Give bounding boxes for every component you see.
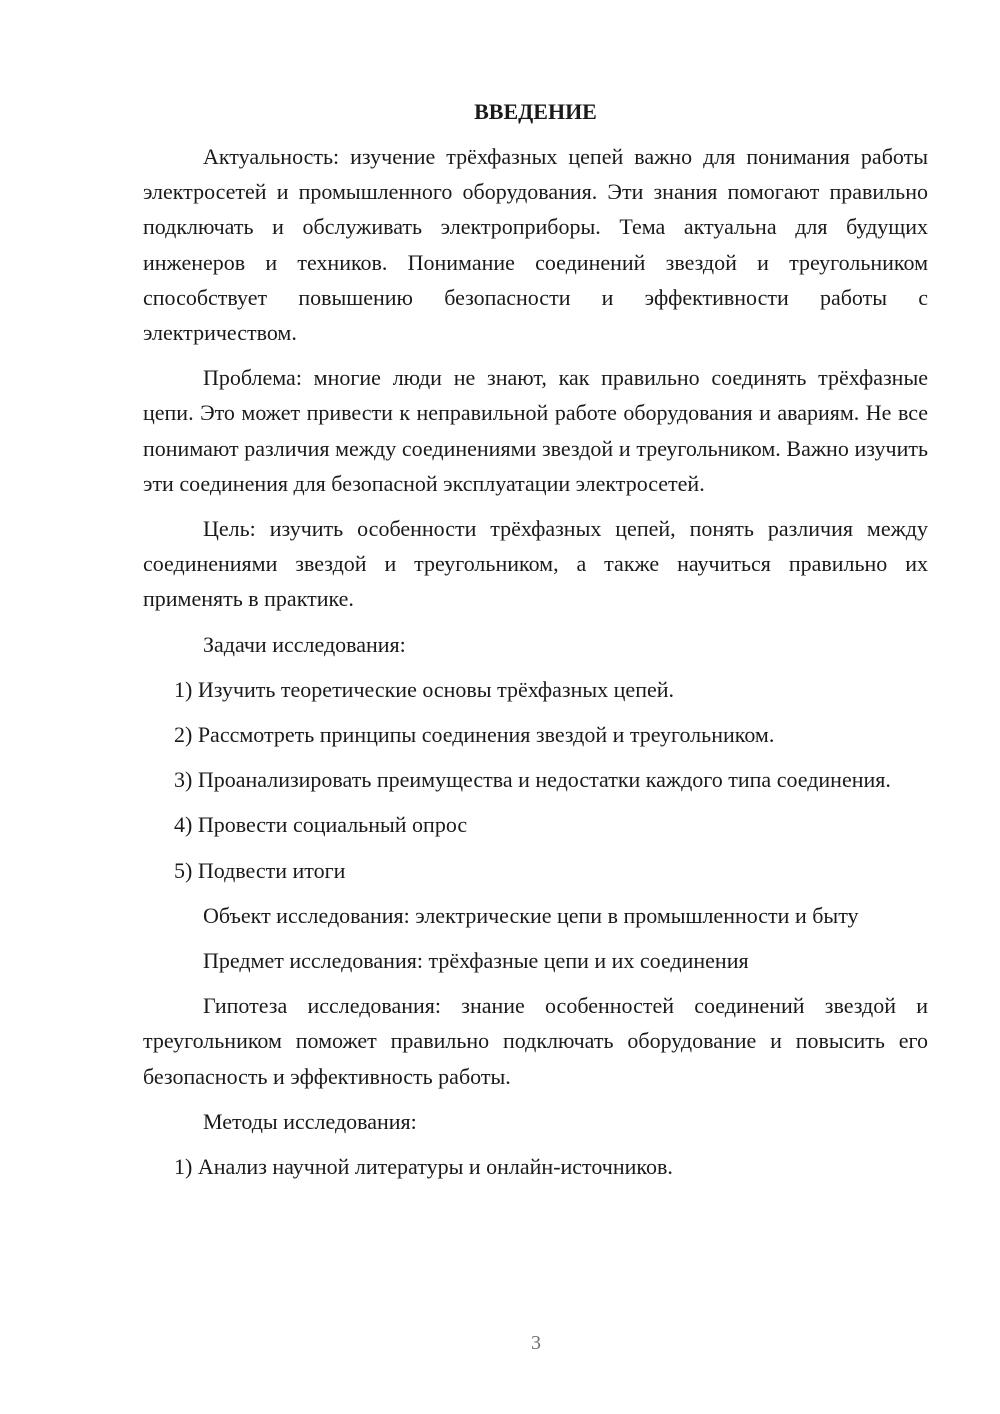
tasks-heading: Задачи исследования:: [203, 631, 406, 657]
hypothesis-paragraph: Гипотеза исследования: знание особенностей соединений звездой и треугольником поможет правильно подключать оборудование и повысить его безопасность и эффективность работы.: [143, 993, 928, 1089]
subject-paragraph: Предмет исследования: трёхфазные цепи и их соединения: [203, 948, 749, 974]
task-item: 2) Рассмотреть принципы соединения звездой и треугольником.: [174, 722, 775, 748]
methods-heading: Методы исследования:: [203, 1108, 417, 1134]
task-item: 4) Провести социальный опрос: [174, 812, 468, 838]
object-paragraph: Объект исследования: электрические цепи в промышленности и быту: [203, 902, 859, 928]
task-item: 1) Изучить теоретические основы трёхфазных цепей.: [174, 676, 675, 702]
page-content: [143, 94, 928, 1194]
task-item: 5) Подвести итоги: [174, 857, 346, 883]
problem-paragraph: Проблема: многие люди не знают, как правильно соединять трёхфазные цепи. Это может привести к неправильной работе оборудования и авариям. Не все понимают различия между соединениями звездой и треугольником. Важно изучить эти соединения для безопасной эксплуатации электросетей.: [143, 365, 928, 496]
task-item: 3) Проанализировать преимущества и недостатки каждого типа соединения.: [174, 767, 891, 793]
goal-paragraph: Цель: изучить особенности трёхфазных цепей, понять различия между соединениями звездой и треугольником, а также научиться правильно их применять в практике.: [143, 516, 928, 612]
section-title: ВВЕДЕНИЕ: [474, 99, 597, 124]
method-item: 1) Анализ научной литературы и онлайн-источников.: [174, 1154, 673, 1180]
relevance-paragraph: Актуальность: изучение трёхфазных цепей важно для понимания работы электросетей и промышленного оборудования. Эти знания помогают правильно подключать и обслуживать электроприборы. Тема актуальна для будущих инженеров и техников. Понимание соединений звездой и треугольником способствует повышению безопасности и эффективности работы с электричеством.: [143, 144, 928, 346]
page-number: 3: [531, 1332, 541, 1354]
